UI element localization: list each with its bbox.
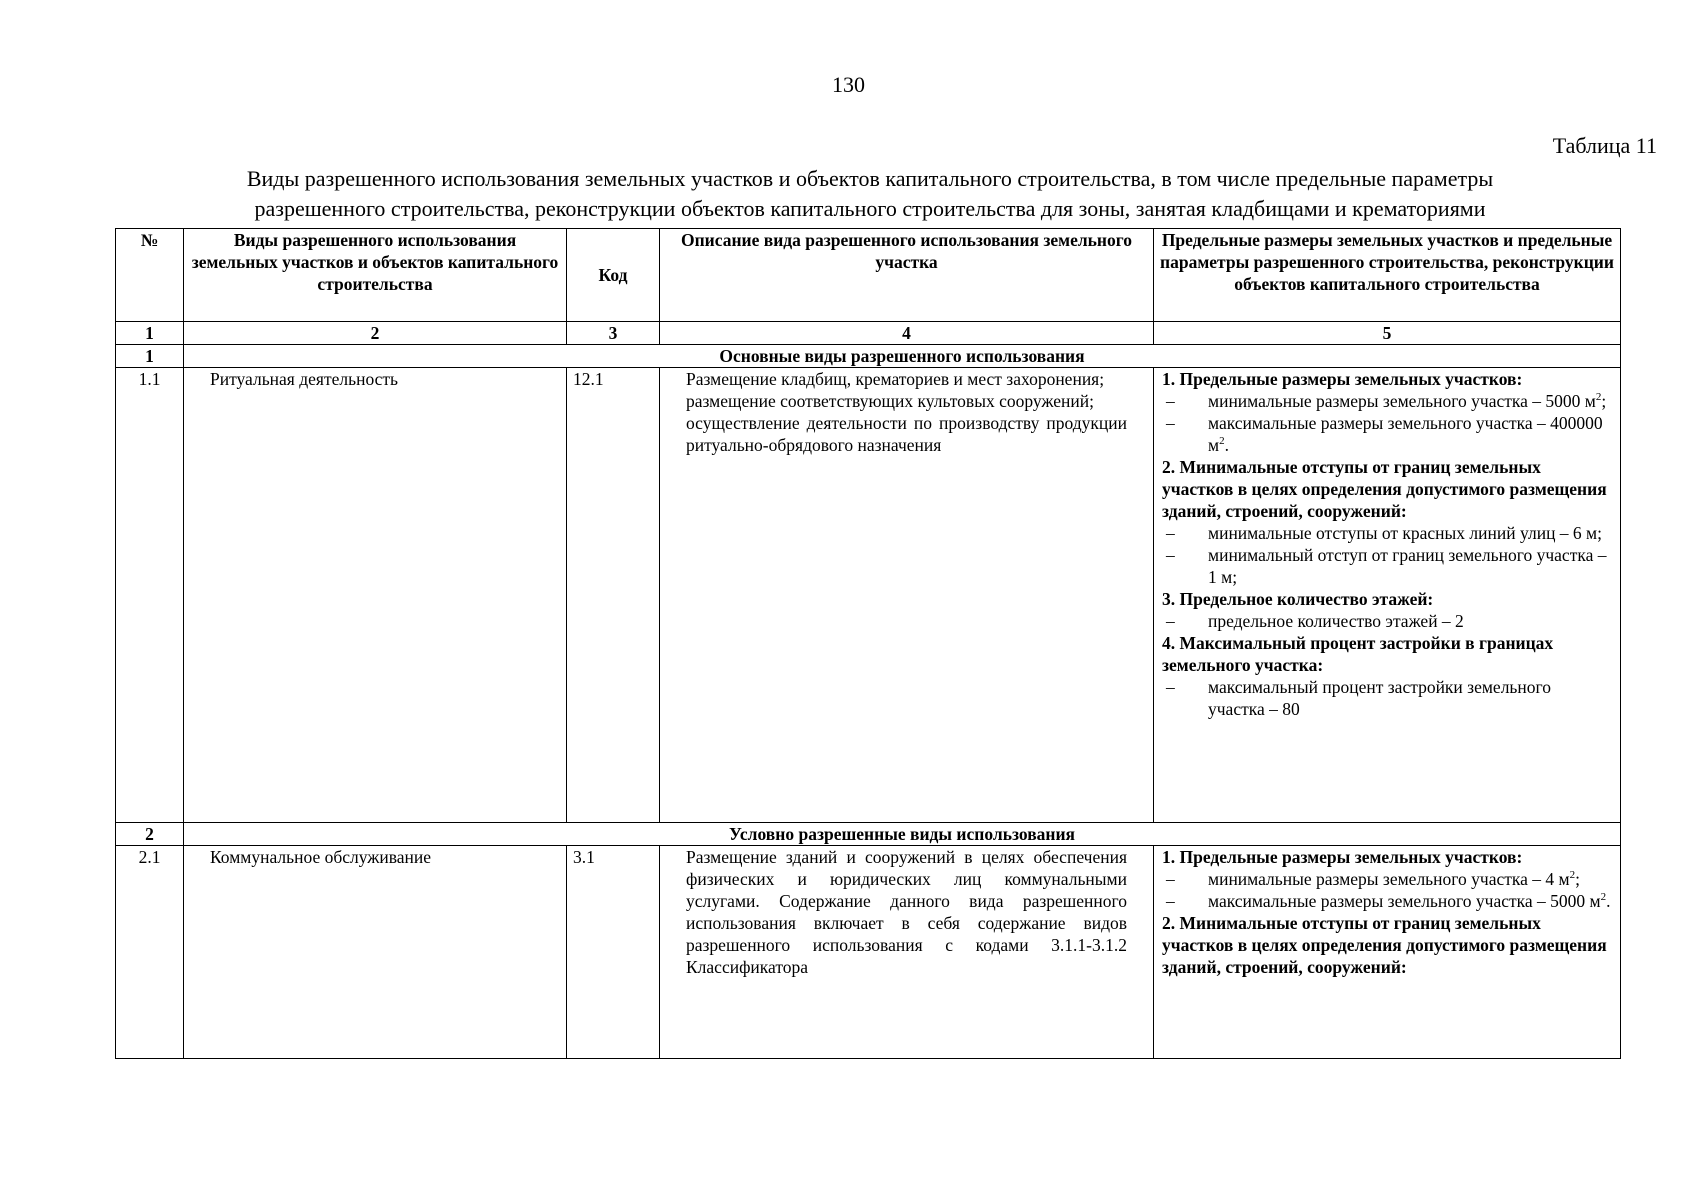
section-row-conditional	[116, 823, 1621, 846]
section-title: Основные виды разрешенного использования	[184, 345, 1621, 368]
limits-item	[1162, 412, 1612, 456]
limits-item-punct: ;	[1601, 391, 1607, 411]
section-number: 1	[116, 345, 184, 368]
header-land-use-type: Виды разрешенного использования земельных участков и объектов капитального строительства	[184, 229, 567, 322]
row-number: 1.1	[116, 368, 184, 823]
unit-superscript: 2	[1219, 435, 1225, 448]
limits-item-punct: ;	[1575, 869, 1580, 889]
land-use-description: Размещение зданий и сооружений в целях обеспечения физических и юридических лиц коммунальными услугами. Содержание данного вида разрешенного использования включает в себя содержание видов разрешенного использования с кодами 3.1.1-3.1.2 Классификатора	[660, 846, 1154, 1059]
unit-superscript: 2	[1600, 891, 1607, 904]
limits-item-text: максимальный процент застройки земельного участка – 80	[1208, 677, 1552, 719]
description-paragraph: Размещение кладбищ, крематориев и мест захоронения;	[686, 369, 1105, 389]
limits-heading: 2. Минимальные отступы от границ земельных участков в целях определения допустимого размещения зданий, строений, сооружений:	[1162, 457, 1607, 521]
table-row	[116, 846, 1621, 1059]
section-number: 2	[116, 823, 184, 846]
limits-heading: 3. Предельное количество этажей:	[1162, 589, 1434, 609]
limits-item-punct: .	[1606, 891, 1611, 911]
section-title: Условно разрешенные виды использования	[184, 823, 1621, 846]
dash-bullet: –	[1166, 677, 1175, 697]
limits-item	[1162, 890, 1612, 912]
page-number: 130	[832, 72, 865, 97]
limits-item	[1162, 390, 1612, 412]
dash-bullet: –	[1166, 391, 1175, 411]
limits-heading: 4. Максимальный процент застройки в границах земельного участка:	[1162, 633, 1554, 675]
header-number: №	[116, 229, 184, 322]
dash-bullet: –	[1166, 413, 1175, 433]
limits-item-text: минимальные размеры земельного участка – 4 м	[1208, 869, 1570, 889]
column-number: 2	[184, 322, 567, 345]
column-number: 3	[567, 322, 660, 345]
limits-item	[1162, 610, 1612, 632]
limits-item-punct: .	[1224, 435, 1229, 455]
unit-superscript: 2	[1595, 391, 1602, 404]
limits-item	[1162, 868, 1612, 890]
limits-item	[1162, 522, 1612, 544]
limits-item-text: минимальный отступ от границ земельного участка – 1 м;	[1208, 545, 1607, 587]
column-number: 1	[116, 322, 184, 345]
limits-item-text: минимальные отступы от красных линий улиц – 6 м;	[1208, 523, 1602, 543]
header-code: Код	[567, 229, 660, 322]
dash-bullet: –	[1166, 891, 1175, 911]
limits-item	[1162, 544, 1612, 588]
column-number: 5	[1154, 322, 1621, 345]
limits-item-text: минимальные размеры земельного участка – 5000 м	[1208, 391, 1596, 411]
header-row	[116, 229, 1621, 322]
description-paragraph: размещение соответствующих культовых сооружений;	[686, 391, 1094, 411]
title-line-2: разрешенного строительства, реконструкции объектов капитального строительства для зоны, занятая кладбищами и крематориями	[254, 196, 1486, 221]
limits-item-text: максимальные размеры земельного участка – 5000 м	[1208, 891, 1601, 911]
land-use-table	[115, 228, 1621, 1059]
header-limits: Предельные размеры земельных участков и предельные параметры разрешенного строительства, реконструкции объектов капитального строительства	[1154, 229, 1621, 322]
row-number: 2.1	[116, 846, 184, 1059]
dash-bullet: –	[1166, 611, 1175, 631]
limits-item-text: максимальные размеры земельного участка – 400000 м	[1208, 413, 1603, 455]
limits-heading: 2. Минимальные отступы от границ земельных участков в целях определения допустимого размещения зданий, строений, сооружений:	[1162, 913, 1607, 977]
land-use-code: 3.1	[567, 846, 660, 1059]
limits-item	[1162, 676, 1612, 720]
limits-cell	[1154, 846, 1621, 1059]
description-paragraph: осуществление деятельности по производству продукции ритуально-обрядового назначения	[686, 413, 1127, 455]
header-description: Описание вида разрешенного использования земельного участка	[660, 229, 1154, 322]
land-use-code: 12.1	[567, 368, 660, 823]
limits-heading: 1. Предельные размеры земельных участков:	[1162, 369, 1523, 389]
limits-heading: 1. Предельные размеры земельных участков:	[1162, 847, 1523, 867]
limits-item-text: предельное количество этажей – 2	[1208, 611, 1464, 631]
limits-cell	[1154, 368, 1621, 823]
column-number: 4	[660, 322, 1154, 345]
section-row-main	[116, 345, 1621, 368]
table-row	[116, 368, 1621, 823]
table-label: Таблица 11	[1552, 133, 1657, 158]
dash-bullet: –	[1166, 545, 1175, 565]
dash-bullet: –	[1166, 523, 1175, 543]
title-line-1: Виды разрешенного использования земельных участков и объектов капитального строительства, в том числе предельные параметры	[246, 166, 1494, 191]
dash-bullet: –	[1166, 869, 1175, 889]
land-use-description	[660, 368, 1154, 823]
document-title	[170, 164, 1570, 224]
column-numbers-row	[116, 322, 1621, 345]
land-use-name: Ритуальная деятельность	[184, 368, 567, 823]
land-use-name: Коммунальное обслуживание	[184, 846, 567, 1059]
unit-superscript: 2	[1569, 869, 1576, 882]
